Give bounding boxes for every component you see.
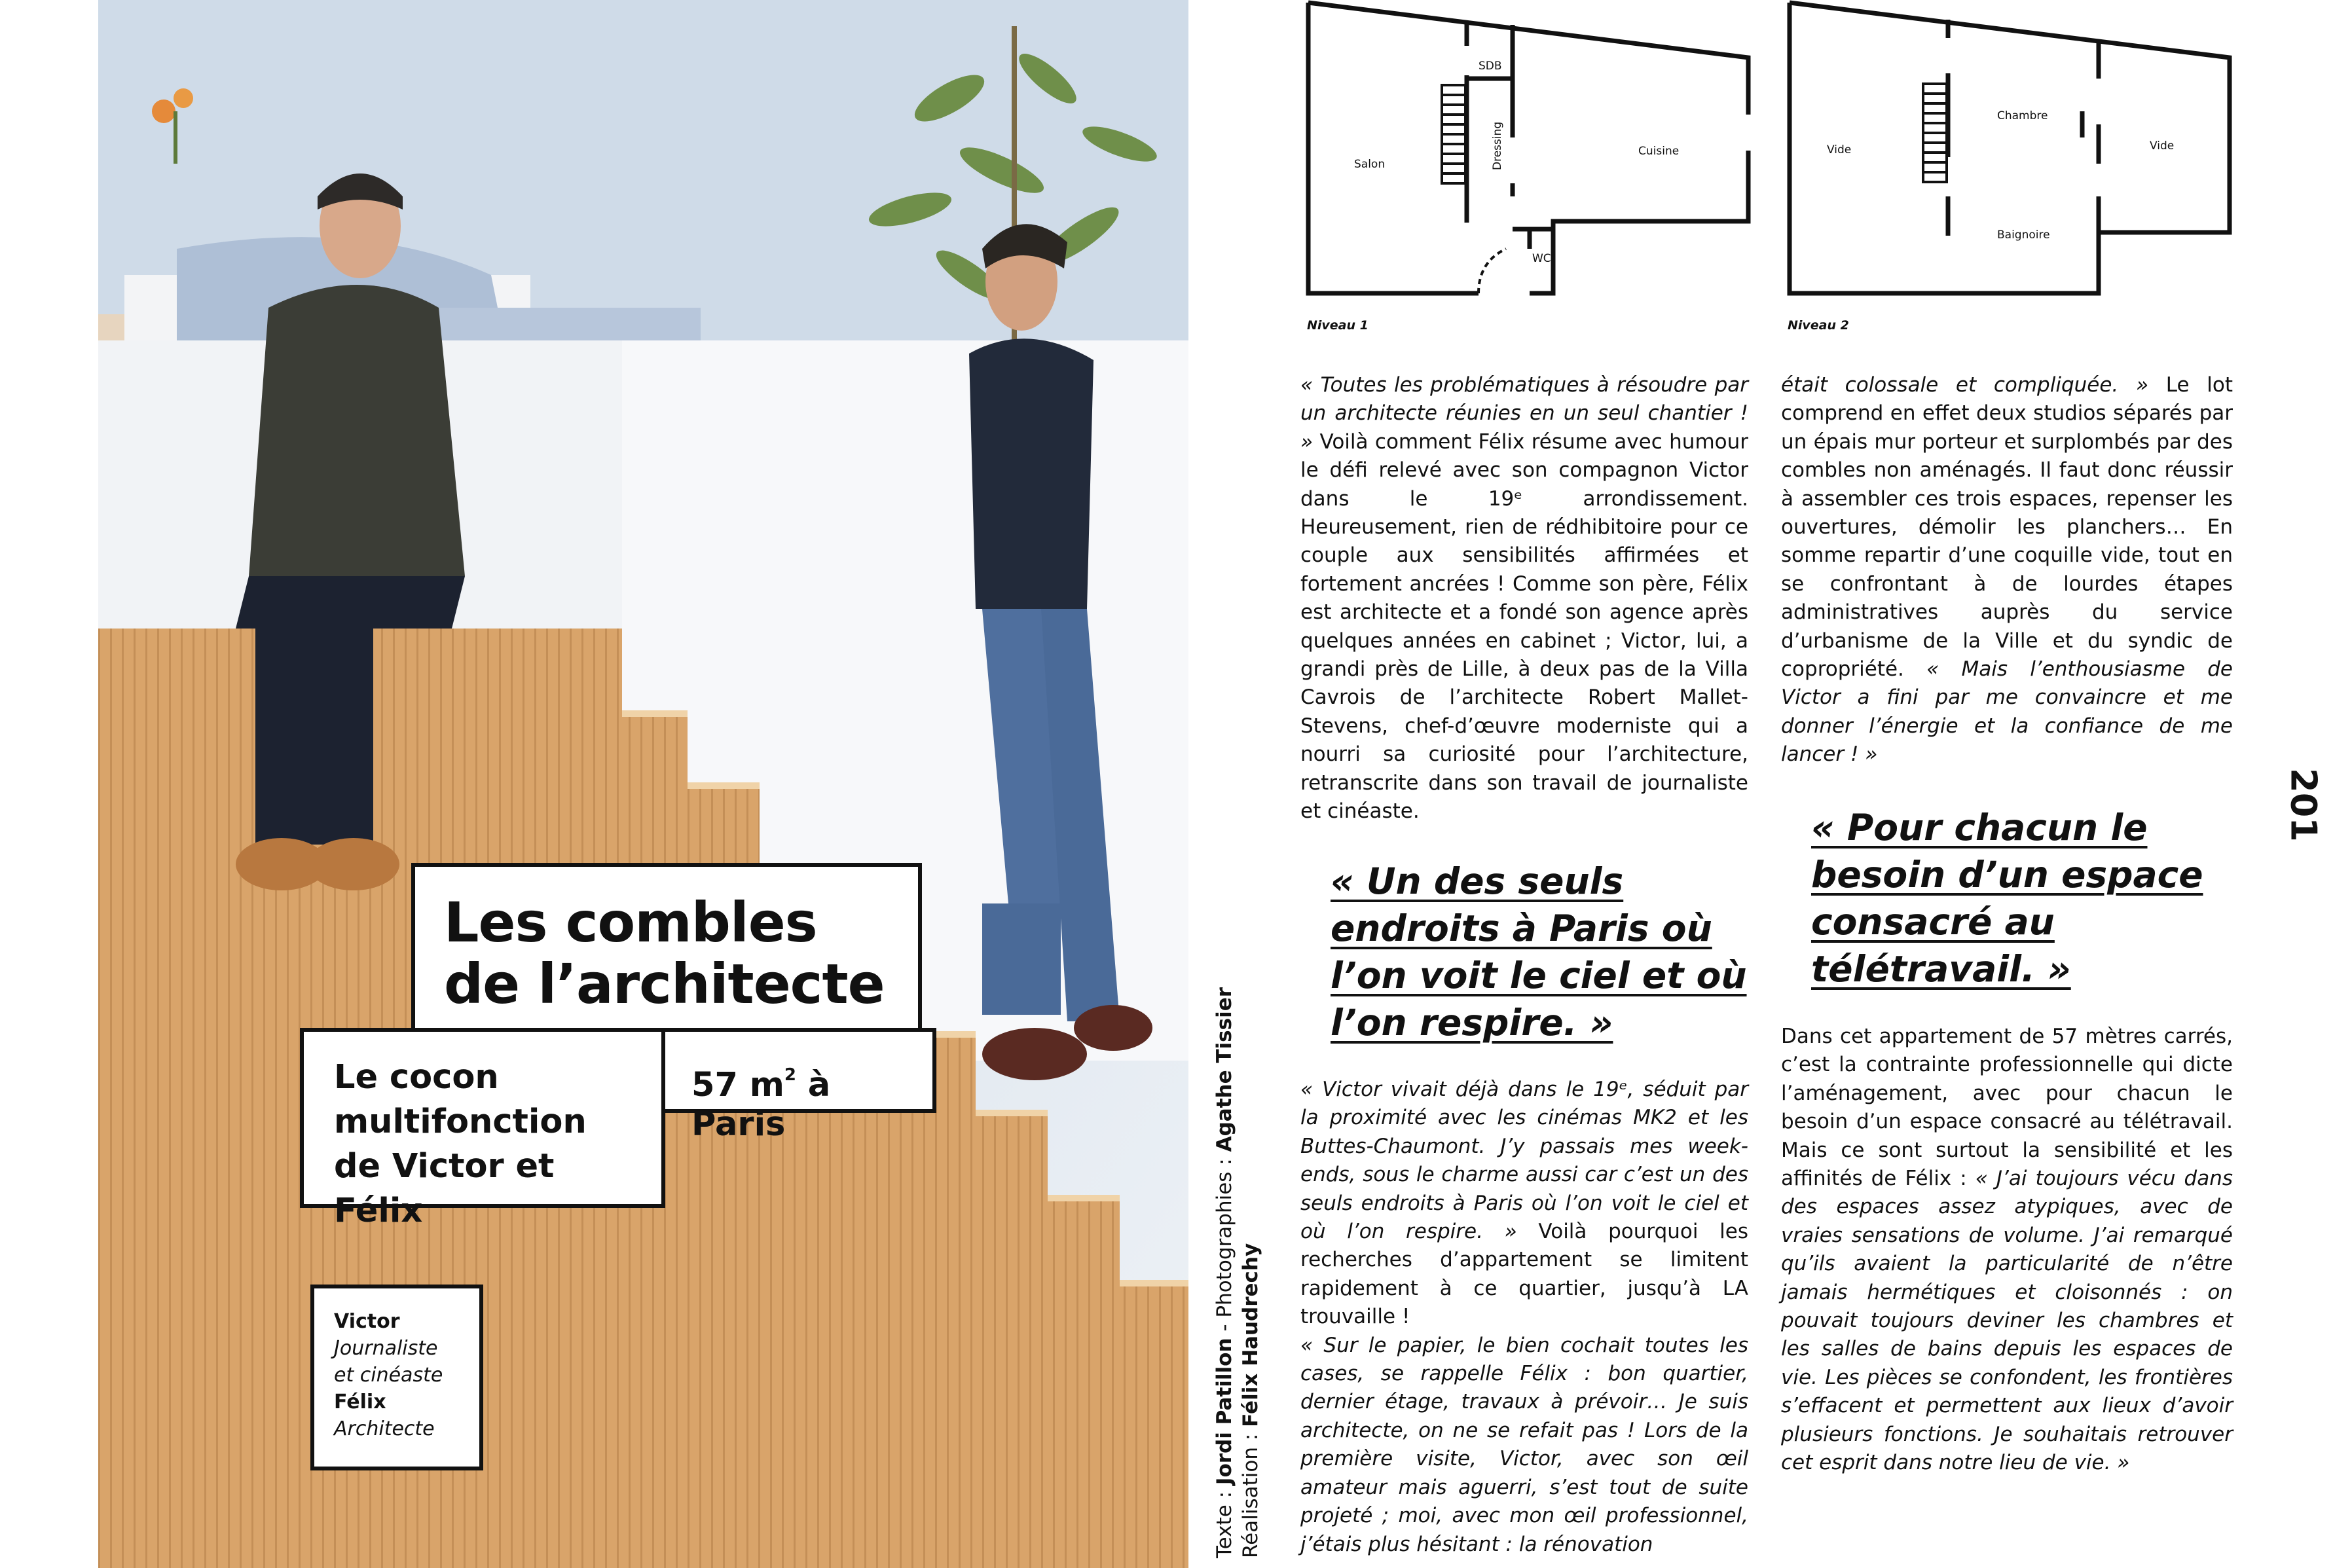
body-column-3 [1781,371,2233,769]
subtitle-box [300,1028,665,1230]
room-vide-left: Vide [1827,143,1852,156]
person1-role-line2: et cinéaste [334,1364,443,1387]
quote-text: « Victor vivait déjà dans le 19ᵉ, séduit par la proximité avec les cinémas MK2 et les Buttes-Chaumont. J’y passais mes week-ends, sous le charme aussi car c’est un des seuls endroits à Paris où l’on voit le ciel et où l’on respire. » [1300,1078,1748,1244]
size-unit-sup: 2 [784,1065,796,1085]
credits [1211,969,1264,1558]
paragraph [1300,1332,1748,1559]
body-column-4 [1781,1023,2233,1478]
person1-role-line1: Journaliste [334,1337,438,1360]
floor-plan-level2 [1784,0,2243,308]
body-text: Voilà pourquoi les recherches d’appartement se limitent rapidement à ce quartier, jusqu’à LA trouvaille ! [1300,1220,1748,1329]
pull-quote-2: « Pour chacun le besoin d’un espace consacré au télétravail. » [1811,807,2203,990]
paragraph [1300,371,1748,826]
body-text: Le lot comprend en effet deux studios séparés par un épais mur porteur et surplombés par des combles non aménagés. Il faut donc réussir à assembler ces trois espaces, repenser les ouvertures, démolir les planchers… En somme repartir d’une coquille vide, tout en se confrontant à de lourdes étapes administratives auprès du service d’urbanisme de la Ville et du syndic de copropriété. [1781,373,2233,682]
person2-name: Félix [334,1391,386,1413]
credits-real-author: Félix Haudrechy [1239,1243,1262,1427]
quote-text: « Sur le papier, le bien cochait toutes les cases, se rappelle Félix : bon quartier, dernier étage, travaux à prévoir… Je suis architecte, on ne se refait pas ! Lors de la première visite, Victor, avec son œil amateur mais aguerri, s’est tout de suite projeté ; moi, avec mon œil professionnel, j’étais plus hésitant : la rénovation [1300,1333,1748,1556]
plan-level2-label: Niveau 2 [1788,318,1849,333]
quote-text: « Toutes les problématiques à résoudre par un architecte réunies en un seul chantier ! » [1300,373,1748,454]
paragraph [1781,1023,2233,1478]
subtitle-line3: de Victor et Félix [334,1147,555,1230]
people-box [310,1285,483,1470]
article-title-line2: de l’architecte [444,952,885,1016]
quote-text: « J’ai toujours vécu dans des espaces assez atypiques, avec de vraies sensations de volume. J’ai remarqué qu’ils avaient la particularité de n’être jamais hermétiques et cloisonnés : on pouvait toujours deviner les chambres et les salles de bains depuis les espaces de vie. Les pièces se confondent, les frontières s’effacent et permettent aux lieux d’avoir plusieurs fonctions. Je souhaitais retrouver cet esprit dans notre lieu de vie. » [1781,1167,2233,1475]
subtitle-line1: Le cocon [334,1058,499,1097]
plan-level1-label: Niveau 1 [1307,318,1369,333]
paragraph [1781,371,2233,769]
room-sdb: SDB [1479,60,1502,73]
apartment-size [691,1055,932,1144]
credits-photo-label: - Photographies : [1213,1152,1236,1338]
room-wc: WC [1532,252,1551,265]
page-number: 201 [2283,768,2324,842]
body-column-2 [1300,1076,1748,1559]
body-column-1 [1300,371,1748,826]
body-text: Dans cet appartement de 57 mètres carrés, c’est la contrainte professionnelle qui dicte l’aménagement, avec pour chacun le besoin d’un espace consacré au télétravail. Mais ce sont surtout la sensibilité et les affinités de Félix : [1781,1025,2233,1191]
size-box [661,1028,936,1144]
credits-real-label: Réalisation : [1239,1427,1262,1558]
title-box [411,863,922,1032]
credits-line2 [1238,969,1264,1558]
room-dressing: Dressing [1491,121,1504,170]
room-cuisine: Cuisine [1638,145,1680,158]
body-text: Voilà comment Félix résume avec humour le défi relevé avec son compagnon Victor dans le 19ᵉ arrondissement. Heureusement, rien de rédhibitoire pour ce couple aux sensibilités affirmées et fortement ancrées ! Comme son père, Félix est architecte et a fondé son agence après quelques années en cabinet ; Victor, lui, a grandi près de Lille, à deux pas de la Villa Cavrois de l’architecte Robert Mallet-Stevens, chef-d’œuvre moderniste qui a nourri sa curiosité pour l’architecture, retranscrite dans son travail de journaliste et cinéaste. [1300,429,1748,824]
quote-text: « Mais l’enthousiasme de Victor a fini par me convaincre et me donner l’énergie et la confiance de me lancer ! » [1781,657,2233,767]
quote-text: était colossale et compliquée. » [1781,373,2149,397]
credits-photo-author: Agathe Tissier [1213,987,1236,1152]
room-chambre: Chambre [1997,109,2048,122]
room-baignoire: Baignoire [1997,228,2050,242]
article-title-line1: Les combles [444,890,817,955]
person1-name: Victor [334,1310,400,1333]
room-vide-right: Vide [2150,139,2175,153]
paragraph [1300,1076,1748,1332]
size-value: 57 m [691,1066,784,1104]
article-photo [98,0,1188,1568]
subtitle-line2: multifonction [334,1103,587,1141]
size-location: à Paris [691,1066,831,1144]
credits-text-author: Jordi Patillon [1213,1338,1236,1486]
room-salon: Salon [1354,158,1386,171]
credits-text-label: Texte : [1213,1485,1236,1558]
pull-quote-1: « Un des seuls endroits à Paris où l’on voit le ciel et où l’on respire. » [1331,860,1747,1044]
person2-role: Architecte [334,1417,435,1440]
floor-plan-level1 [1303,0,1761,308]
credits-line1 [1211,969,1238,1558]
photo-illustration [98,0,1188,1568]
